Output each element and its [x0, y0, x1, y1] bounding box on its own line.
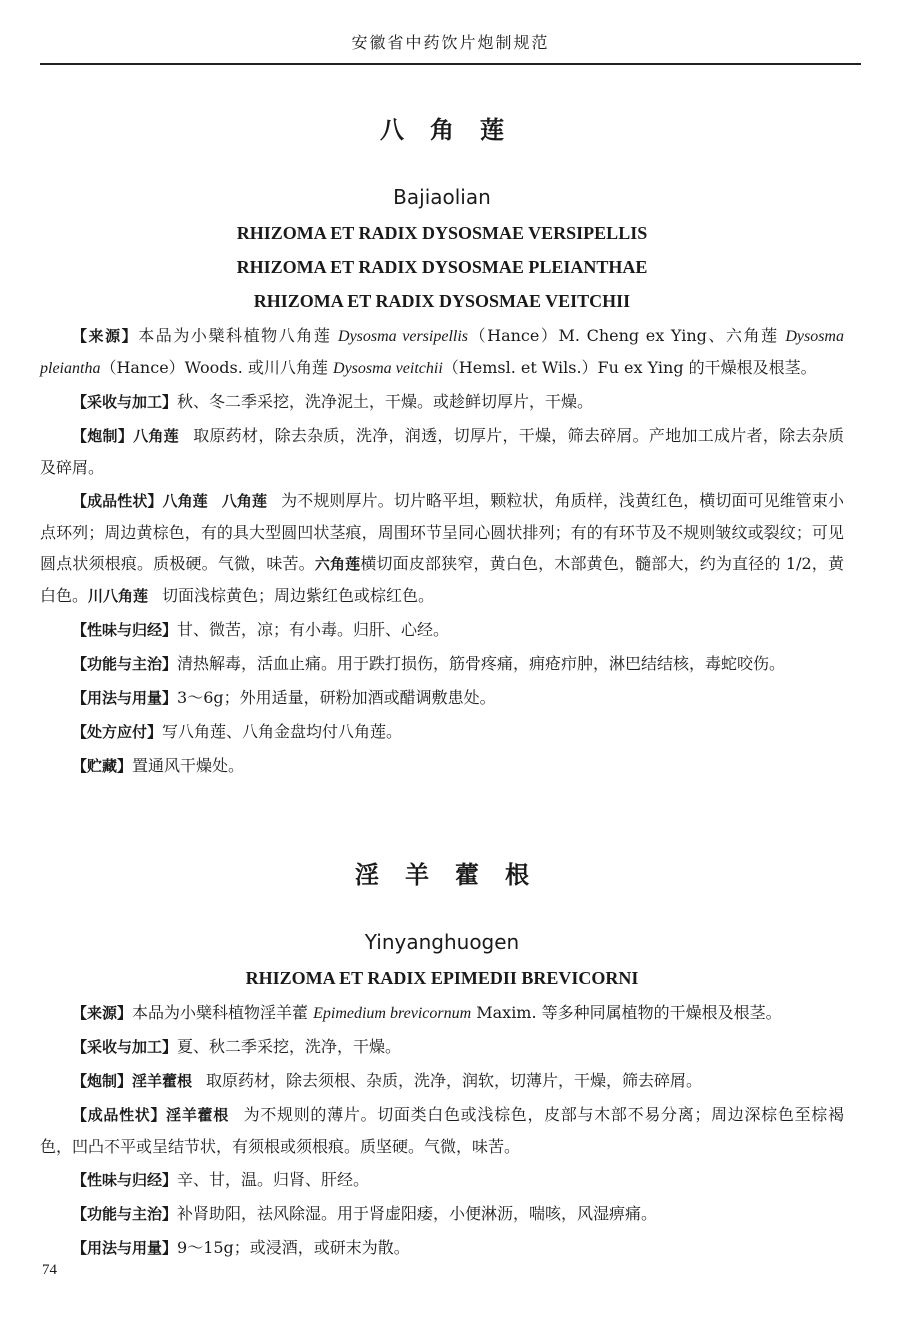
characters-paragraph: 【成品性状】淫羊藿根 为不规则的薄片。切面类白色或浅棕色，皮部与木部不易分离；周边深棕色至棕褐色，凹凸不平或呈结节状，有须根或须根痕。质坚硬。气微，味苦。 — [40, 1105, 844, 1156]
subheading: 八角莲 — [133, 427, 179, 445]
entry-pinyin: Yinyanghuogen — [364, 930, 520, 954]
section-label: 【炮制】 — [72, 1072, 133, 1090]
processing-paragraph: 【炮制】淫羊藿根 取原药材，除去须根、杂质，洗净，润软，切薄片，干燥，筛去碎屑。 — [72, 1071, 703, 1090]
nature-paragraph: 【性味与归经】辛、甘，温。归肾、肝经。 — [72, 1170, 370, 1189]
running-header: 安徽省中药饮片炮制规范 — [351, 33, 550, 52]
dosage-paragraph: 【用法与用量】3～6g；外用适量，研粉加酒或醋调敷患处。 — [72, 688, 496, 707]
function-paragraph: 【功能与主治】补肾助阳，祛风除湿。用于肾虚阳痿，小便淋沥，喘咳，风湿痹痛。 — [72, 1204, 658, 1223]
section-label: 【成品性状】 — [72, 492, 163, 510]
latin-name: RHIZOMA ET RADIX EPIMEDII BREVICORNI — [245, 968, 639, 988]
section-label: 【来源】 — [72, 1004, 133, 1022]
subheading: 淫羊藿根 — [166, 1106, 229, 1124]
source-paragraph: 【来源】本品为小檗科植物淫羊藿 Epimedium brevicornum Maxim. 等多种同属植物的干燥根及根茎。 — [72, 1003, 782, 1022]
subheading: 八角莲 — [221, 492, 268, 510]
storage-paragraph: 【贮藏】置通风干燥处。 — [72, 756, 245, 775]
species-name: Dysosma veitchii — [333, 360, 443, 377]
subheading: 六角莲 — [314, 555, 361, 573]
section-label: 【采收与加工】 — [72, 1038, 178, 1056]
section-label: 【用法与用量】 — [72, 689, 178, 707]
section-label: 【成品性状】 — [72, 1106, 167, 1124]
prescription-paragraph: 【处方应付】写八角莲、八角金盘均付八角莲。 — [72, 722, 403, 741]
dosage-paragraph: 【用法与用量】9～15g；或浸酒，或研末为散。 — [72, 1238, 410, 1257]
species-name: Epimedium brevicornum — [313, 1005, 472, 1022]
section-label: 【性味与归经】 — [72, 621, 178, 639]
harvest-paragraph: 【采收与加工】秋、冬二季采挖，洗净泥土，干燥。或趁鲜切厚片，干燥。 — [72, 392, 594, 411]
section-label: 【功能与主治】 — [72, 1205, 178, 1223]
latin-name: RHIZOMA ET RADIX DYSOSMAE PLEIANTHAE — [236, 257, 648, 277]
section-label: 【功能与主治】 — [72, 655, 178, 673]
characters-paragraph: 【成品性状】八角莲 八角莲 为不规则厚片。切片略平坦，颗粒状，角质样，浅黄红色，横切面可见维管束小点环列；周边黄棕色，有的具大型圆凹状茎痕，周围环节呈同心圆状排列；有的有环节及不规则皱纹或裂纹；可见圆点状须根痕。质极硬。气微，味苦。六角莲横切面皮部狭窄，黄白色，木部黄色，髓部大，约为直径的 1/2，黄白色。川八角莲 切面浅棕黄色；周边紫红色或棕红色。 — [40, 491, 844, 605]
subheading: 八角莲 — [162, 492, 208, 510]
species-name: Dysosma pleiantha — [40, 328, 844, 377]
subheading: 淫羊藿根 — [132, 1072, 193, 1090]
latin-name: RHIZOMA ET RADIX DYSOSMAE VERSIPELLIS — [236, 223, 648, 243]
page-number: 74 — [42, 1262, 57, 1278]
entry-yinyanghuogen — [40, 855, 844, 1264]
subheading: 川八角莲 — [88, 587, 149, 605]
header-rule — [40, 63, 861, 65]
latin-name: RHIZOMA ET RADIX DYSOSMAE VEITCHII — [253, 291, 631, 311]
section-label: 【采收与加工】 — [72, 393, 178, 411]
section-label: 【贮藏】 — [72, 757, 133, 775]
entry-title: 淫羊藿根 — [355, 861, 555, 889]
processing-paragraph: 【炮制】八角莲 取原药材，除去杂质，洗净，润透，切厚片，干燥，筛去碎屑。产地加工成片者，除去杂质及碎屑。 — [40, 426, 844, 477]
source-paragraph: 【来源】本品为小檗科植物八角莲 Dysosma versipellis（Hance）M. Cheng ex Ying、六角莲 Dysosma pleiantha（Hance）Woods. 或川八角莲 Dysosma veitchii（Hemsl. et Wils.）Fu ex Ying 的干燥根及根茎。 — [40, 326, 844, 377]
entry-title: 八角莲 — [380, 116, 530, 144]
section-label: 【炮制】 — [72, 427, 134, 445]
species-name: Dysosma versipellis — [338, 328, 469, 345]
entry-bajiaolian — [40, 110, 844, 782]
harvest-paragraph: 【采收与加工】夏、秋二季采挖，洗净，干燥。 — [72, 1037, 402, 1056]
section-label: 【来源】 — [72, 327, 139, 345]
section-label: 【用法与用量】 — [72, 1239, 178, 1257]
section-label: 【性味与归经】 — [72, 1171, 178, 1189]
section-label: 【处方应付】 — [72, 723, 163, 741]
entry-pinyin: Bajiaolian — [393, 185, 491, 209]
function-paragraph: 【功能与主治】清热解毒，活血止痛。用于跌打损伤，筋骨疼痛，痈疮疖肿，淋巴结结核，毒蛇咬伤。 — [72, 654, 786, 673]
nature-paragraph: 【性味与归经】甘、微苦，凉；有小毒。归肝、心经。 — [72, 620, 450, 639]
